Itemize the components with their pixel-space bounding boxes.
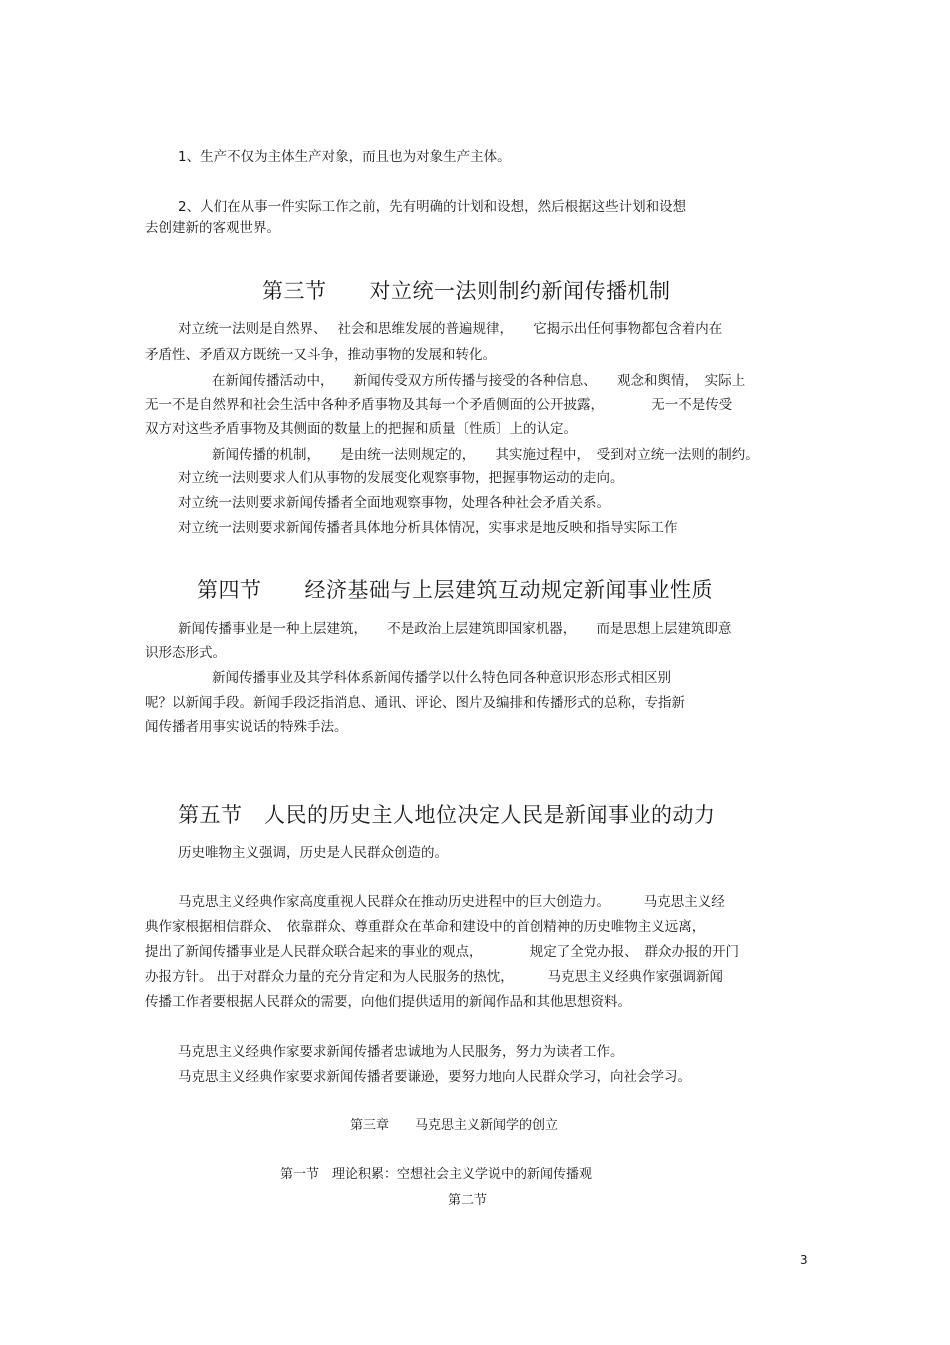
paragraph-line: 对立统一法则要求人们从事物的发展变化观察事物，把握事物运动的走向。 (178, 470, 624, 486)
paragraph-line: 新闻传播的机制， 是由统一法则规定的， 其实施过程中， 受到对立统一法则的制约。 (212, 447, 759, 463)
paragraph-line: 双方对这些矛盾事物及其侧面的数量上的把握和质量〔性质〕上的认定。 (145, 421, 577, 437)
section-4-heading: 第四节 经济基础与上层建筑互动规定新闻事业性质 (197, 578, 713, 602)
paragraph-line: 马克思主义经典作家高度重视人民群众在推动历史进程中的巨大创造力。 马克思主义经 (178, 894, 725, 910)
paragraph-line: 对立统一法则要求新闻传播者全面地观察事物，处理各种社会矛盾关系。 (178, 495, 610, 511)
paragraph-line: 对立统一法则要求新闻传播者具体地分析具体情况，实事求是地反映和指导实际工作 (178, 520, 678, 536)
paragraph-line: 提出了新闻传播事业是人民群众联合起来的事业的观点， 规定了全党办报、 群众办报的开门 (145, 944, 739, 960)
page-number: 3 (800, 1253, 808, 1267)
paragraph-line: 对立统一法则是自然界、 社会和思维发展的普遍规律， 它揭示出任何事物都包含着内在 (178, 321, 723, 337)
paragraph-line: 呢？以新闻手段。新闻手段泛指消息、通讯、评论、图片及编排和传播形式的总称，专指新 (145, 695, 685, 711)
paragraph-line: 矛盾性、矛盾双方既统一又斗争，推动事物的发展和转化。 (145, 347, 496, 363)
paragraph-line: 新闻传播事业及其学科体系新闻传播学以什么特色同各种意识形态形式相区别 (212, 670, 671, 686)
paragraph-line: 办报方针。 出于对群众力量的充分肯定和为人民服务的热忱， 马克思主义经典作家强调新闻 (145, 969, 724, 985)
paragraph-line: 典作家根据相信群众、 依靠群众、尊重群众在革命和建设中的首创精神的历史唯物主义远离， (145, 919, 706, 935)
paragraph-line: 识形态形式。 (145, 645, 226, 661)
chapter-3-subsection-2: 第二节 (448, 1193, 488, 1208)
paragraph-line: 新闻传播事业是一种上层建筑， 不是政治上层建筑即国家机器， 而是思想上层建筑即意 (178, 621, 732, 637)
paragraph-line: 无一不是自然界和社会生活中各种矛盾事物及其每一个矛盾侧面的公开披露， 无一不是传受 (145, 397, 733, 413)
section-5-heading: 第五节 人民的历史主人地位决定人民是新闻事业的动力 (178, 803, 716, 827)
paragraph-line: 传播工作者要根据人民群众的需要，向他们提供适用的新闻作品和其他思想资料。 (145, 994, 631, 1010)
paragraph-line: 马克思主义经典作家要求新闻传播者忠诚地为人民服务，努力为读者工作。 (178, 1044, 624, 1060)
paragraph-line: 在新闻传播活动中， 新闻传受双方所传播与接受的各种信息、 观念和舆情， 实际上 (212, 373, 746, 389)
list-item-2-continued: 去创建新的客观世界。 (145, 220, 280, 236)
chapter-3-heading: 第三章 马克思主义新闻学的创立 (350, 1118, 559, 1133)
list-item-2: 2、人们在从事一件实际工作之前，先有明确的计划和设想，然后根据这些计划和设想 (178, 199, 687, 215)
paragraph-line: 闻传播者用事实说话的特殊手法。 (145, 719, 348, 735)
section-3-heading: 第三节 对立统一法则制约新闻传播机制 (262, 279, 671, 303)
list-item-1: 1、生产不仅为主体生产对象，而且也为对象生产主体。 (178, 149, 511, 165)
chapter-3-subsection-1: 第一节 理论积累：空想社会主义学说中的新闻传播观 (280, 1167, 593, 1182)
paragraph-line: 历史唯物主义强调，历史是人民群众创造的。 (178, 845, 448, 861)
paragraph-line: 马克思主义经典作家要求新闻传播者要谦逊，要努力地向人民群众学习，向社会学习。 (178, 1069, 691, 1085)
